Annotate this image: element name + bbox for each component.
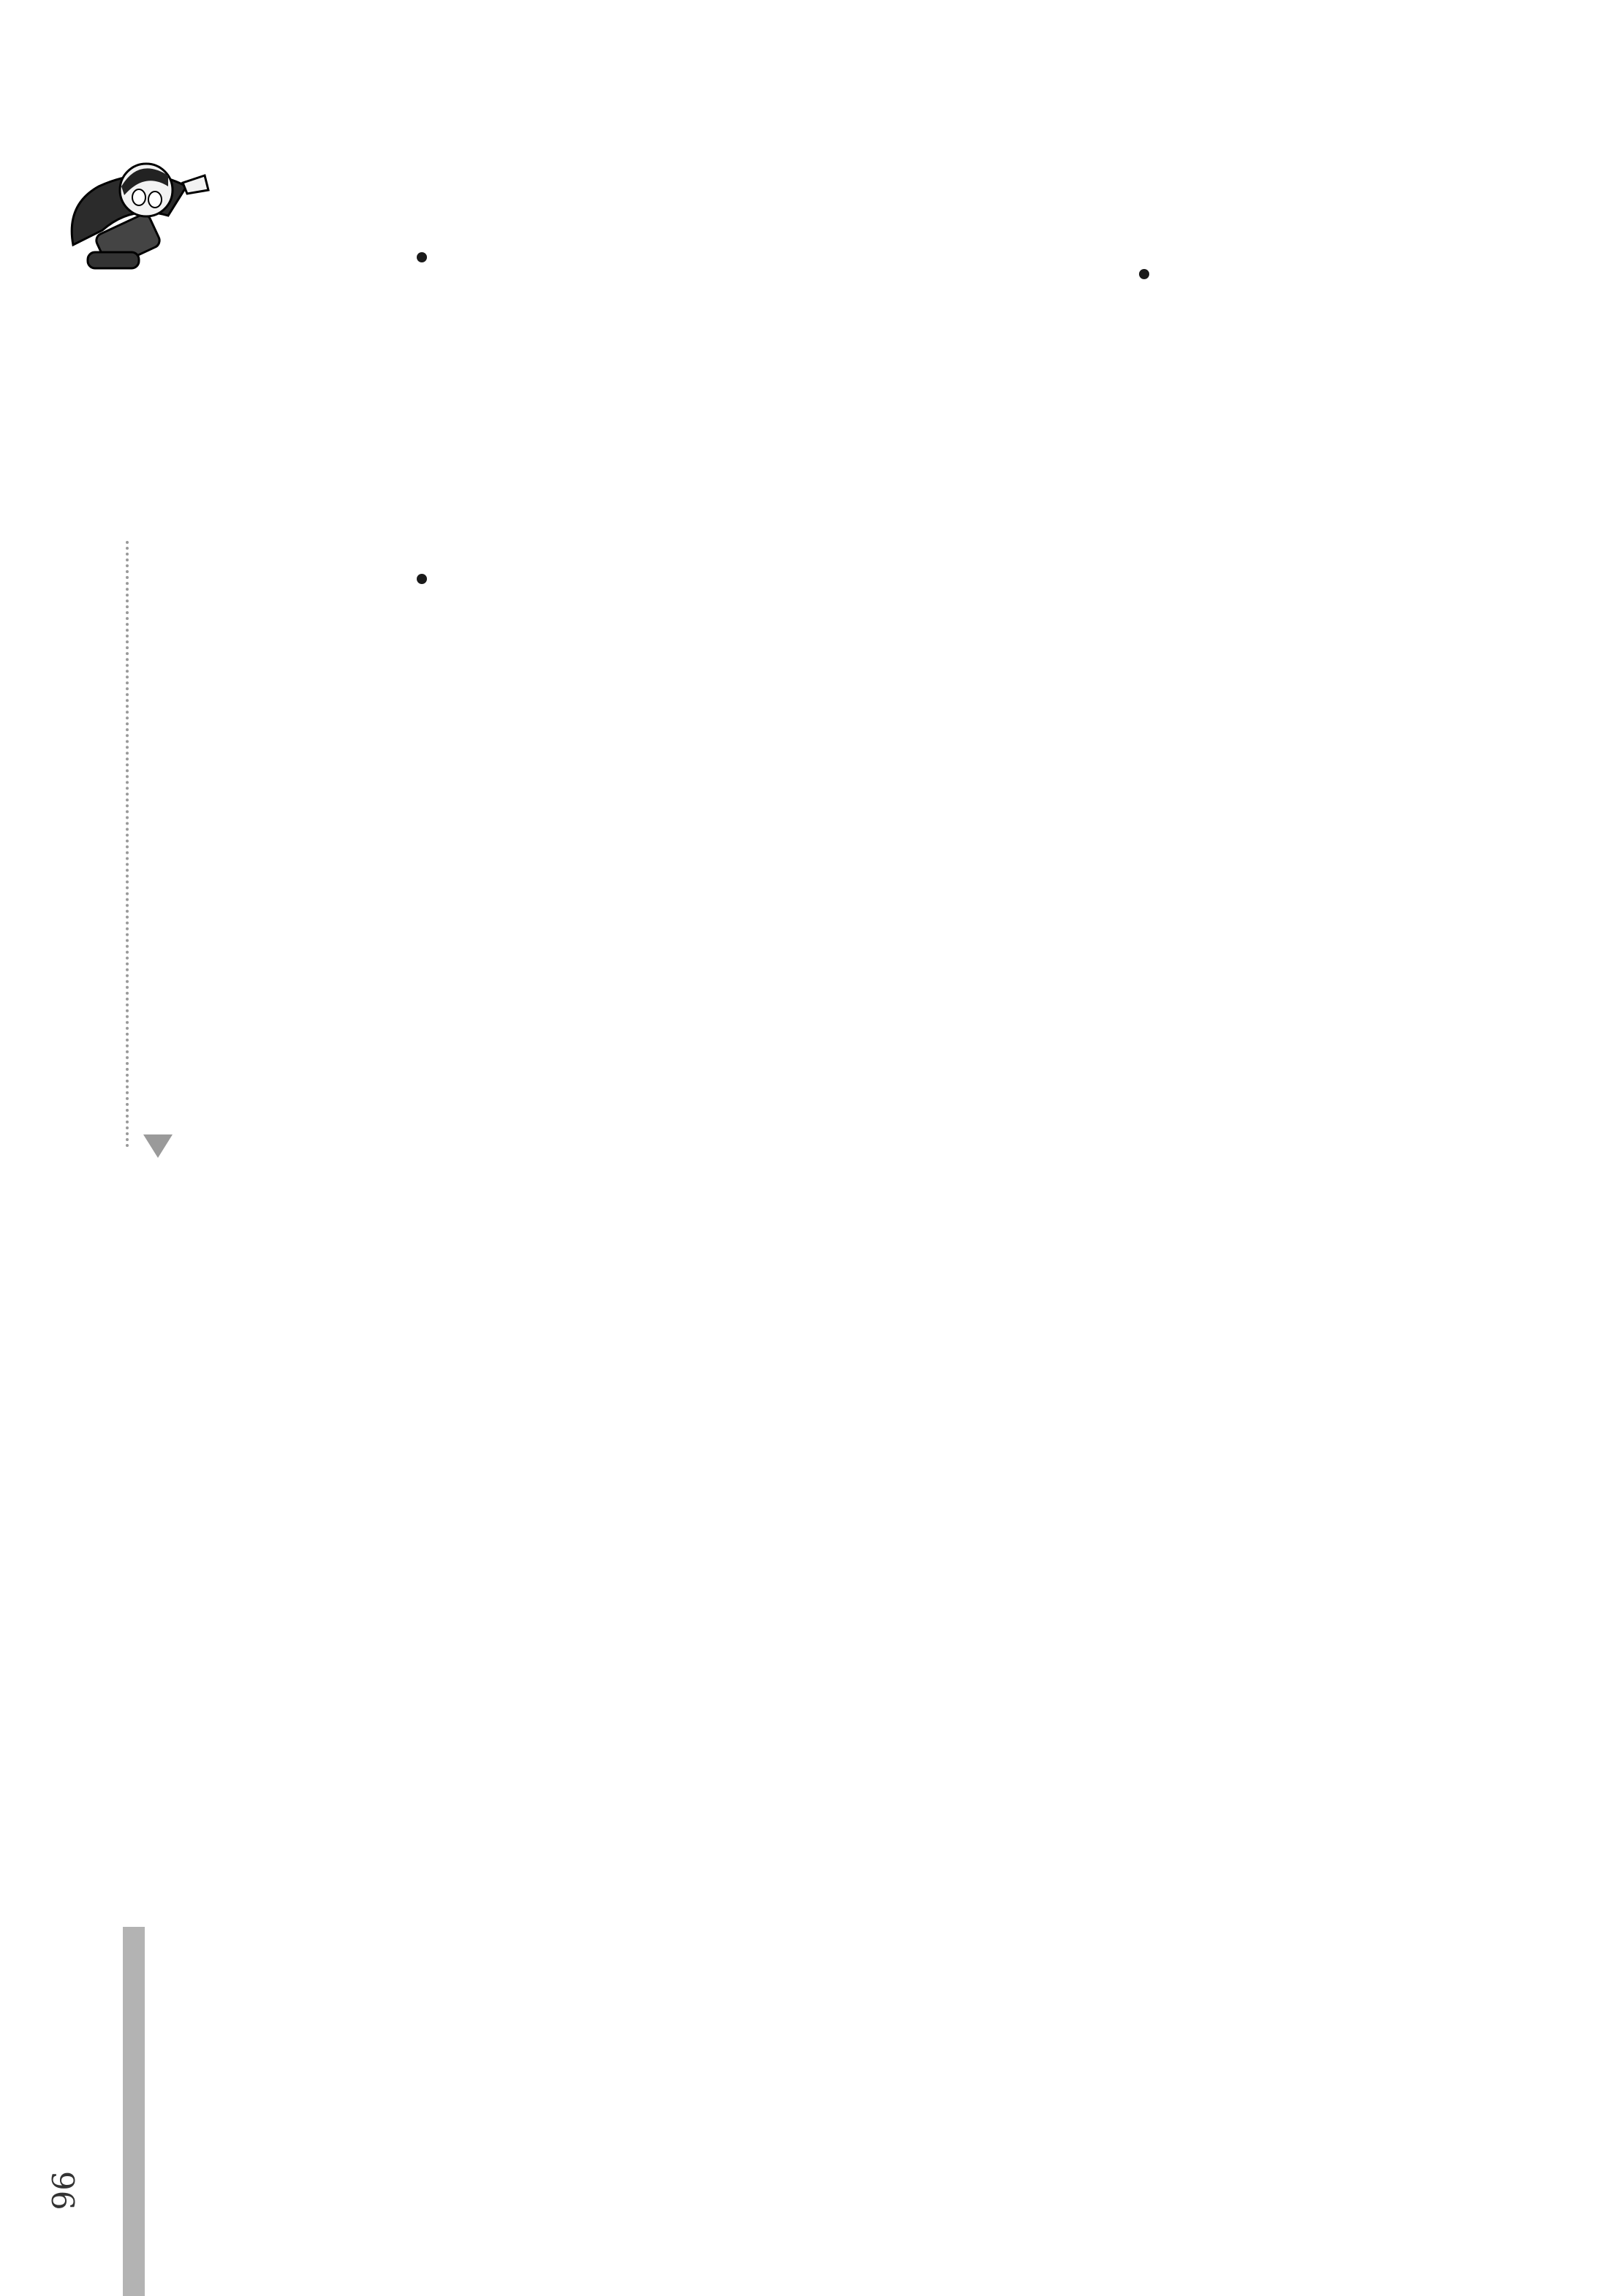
header-triangle-marker (143, 1134, 173, 1158)
header-dotted-rule (126, 541, 129, 1148)
heading-bullet (417, 252, 427, 262)
page-edge-bar (123, 1927, 145, 2296)
page-number: 96 (45, 2171, 80, 2210)
heading-bullet (1139, 269, 1149, 279)
heading-end-bullet (417, 574, 427, 584)
mascot-illustration (58, 135, 219, 289)
